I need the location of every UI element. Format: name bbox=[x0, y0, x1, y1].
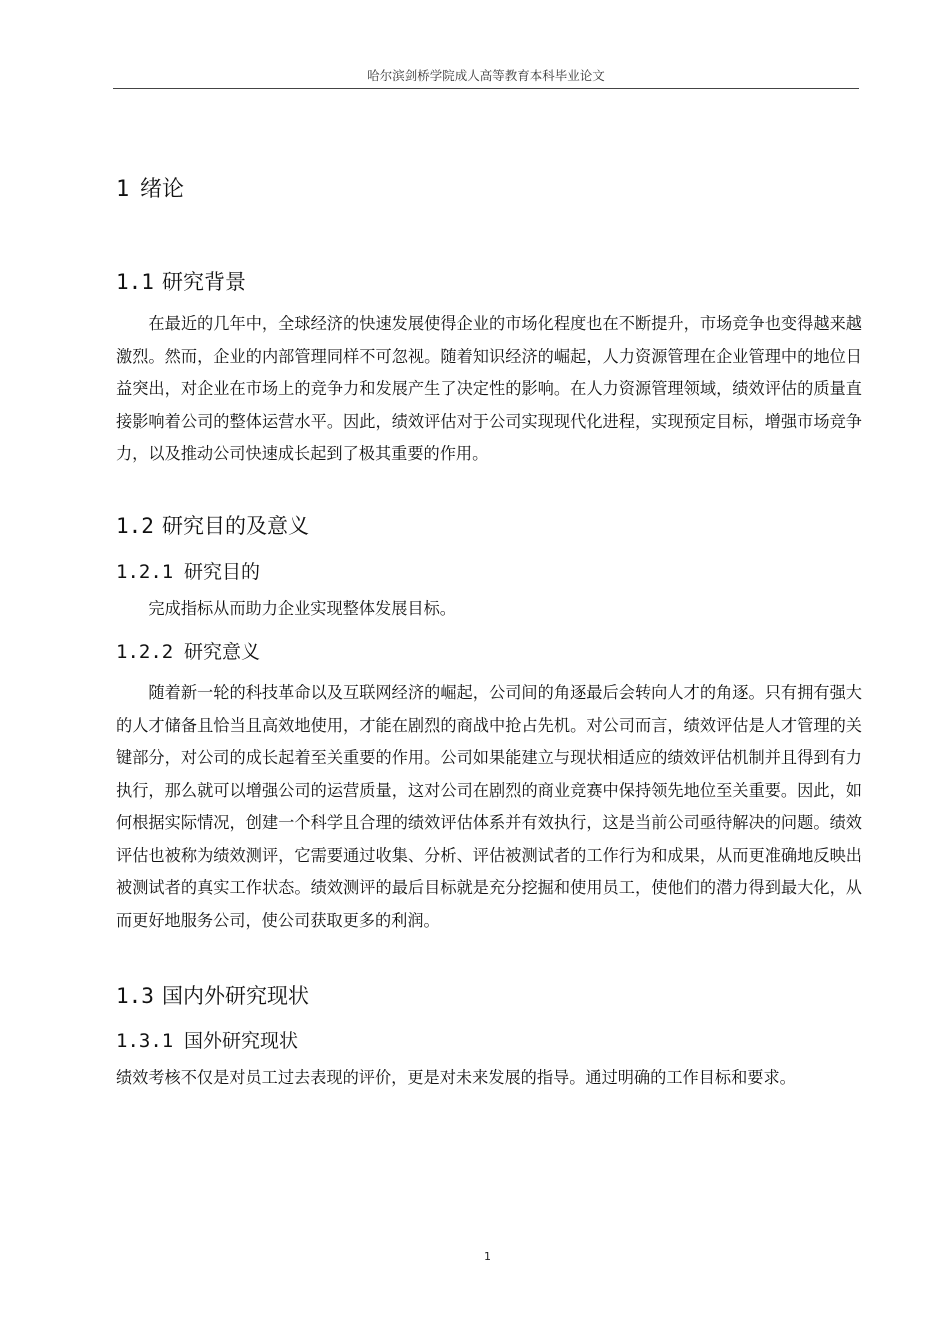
chapter-heading bbox=[116, 172, 184, 203]
chapter-number: 1 bbox=[116, 177, 130, 202]
chapter-title: 绪论 bbox=[140, 177, 185, 202]
subsection-title: 研究意义 bbox=[184, 641, 261, 663]
section-title: 研究目的及意义 bbox=[162, 514, 309, 538]
section-heading-1-1 bbox=[116, 266, 246, 296]
section-title: 研究背景 bbox=[162, 270, 246, 294]
subsection-number: 1.2.1 bbox=[116, 561, 174, 583]
page-number: 1 bbox=[484, 1250, 491, 1263]
paragraph-research-purpose: 完成指标从而助力企业实现整体发展目标。 bbox=[148, 599, 456, 618]
subsection-heading-1-2-2 bbox=[116, 637, 260, 664]
subsection-heading-1-3-1 bbox=[116, 1026, 298, 1053]
section-number: 1.2 bbox=[116, 514, 154, 538]
subsection-heading-1-2-1 bbox=[116, 557, 260, 584]
subsection-number: 1.3.1 bbox=[116, 1030, 174, 1052]
section-number: 1.3 bbox=[116, 984, 154, 1008]
paragraph-foreign-research: 绩效考核不仅是对员工过去表现的评价，更是对未来发展的指导。通过明确的工作目标和要求。 bbox=[116, 1068, 796, 1087]
paragraph-research-significance: 随着新一轮的科技革命以及互联网经济的崛起，公司间的角逐最后会转向人才的角逐。只有拥有强大的人才储备且恰当且高效地使用，才能在剧烈的商战中抢占先机。对公司而言，绩效评估是人才管理的关键部分，对公司的成长起着至关重要的作用。公司如果能建立与现状相适应的绩效评估机制并且得到有力执行，那么就可以增强公司的运营质量，这对公司在剧烈的商业竞赛中保持领先地位至关重要。因此，如何根据实际情况，创建一个科学且合理的绩效评估体系并有效执行，这是当前公司亟待解决的问题。绩效评估也被称为绩效测评，它需要通过收集、分析、评估被测试者的工作行为和成果，从而更准确地反映出被测试者的真实工作状态。绩效测评的最后目标就是充分挖掘和使用员工，使他们的潜力得到最大化，从而更好地服务公司，使公司获取更多的利润。 bbox=[116, 683, 862, 930]
header-rule bbox=[113, 88, 859, 89]
subsection-title: 国外研究现状 bbox=[184, 1030, 299, 1052]
subsection-title: 研究目的 bbox=[184, 561, 261, 583]
subsection-number: 1.2.2 bbox=[116, 641, 174, 663]
section-heading-1-2 bbox=[116, 510, 309, 540]
section-number: 1.1 bbox=[116, 270, 154, 294]
section-title: 国内外研究现状 bbox=[162, 984, 309, 1008]
running-header: 哈尔滨剑桥学院成人高等教育本科毕业论文 bbox=[367, 68, 605, 83]
paragraph-research-background: 在最近的几年中，全球经济的快速发展使得企业的市场化程度也在不断提升，市场竞争也变得越来越激烈。然而，企业的内部管理同样不可忽视。随着知识经济的崛起，人力资源管理在企业管理中的地位日益突出，对企业在市场上的竞争力和发展产生了决定性的影响。在人力资源管理领域，绩效评估的质量直接影响着公司的整体运营水平。因此，绩效评估对于公司实现现代化进程，实现预定目标，增强市场竞争力，以及推动公司快速成长起到了极其重要的作用。 bbox=[116, 314, 862, 463]
section-heading-1-3 bbox=[116, 980, 309, 1010]
